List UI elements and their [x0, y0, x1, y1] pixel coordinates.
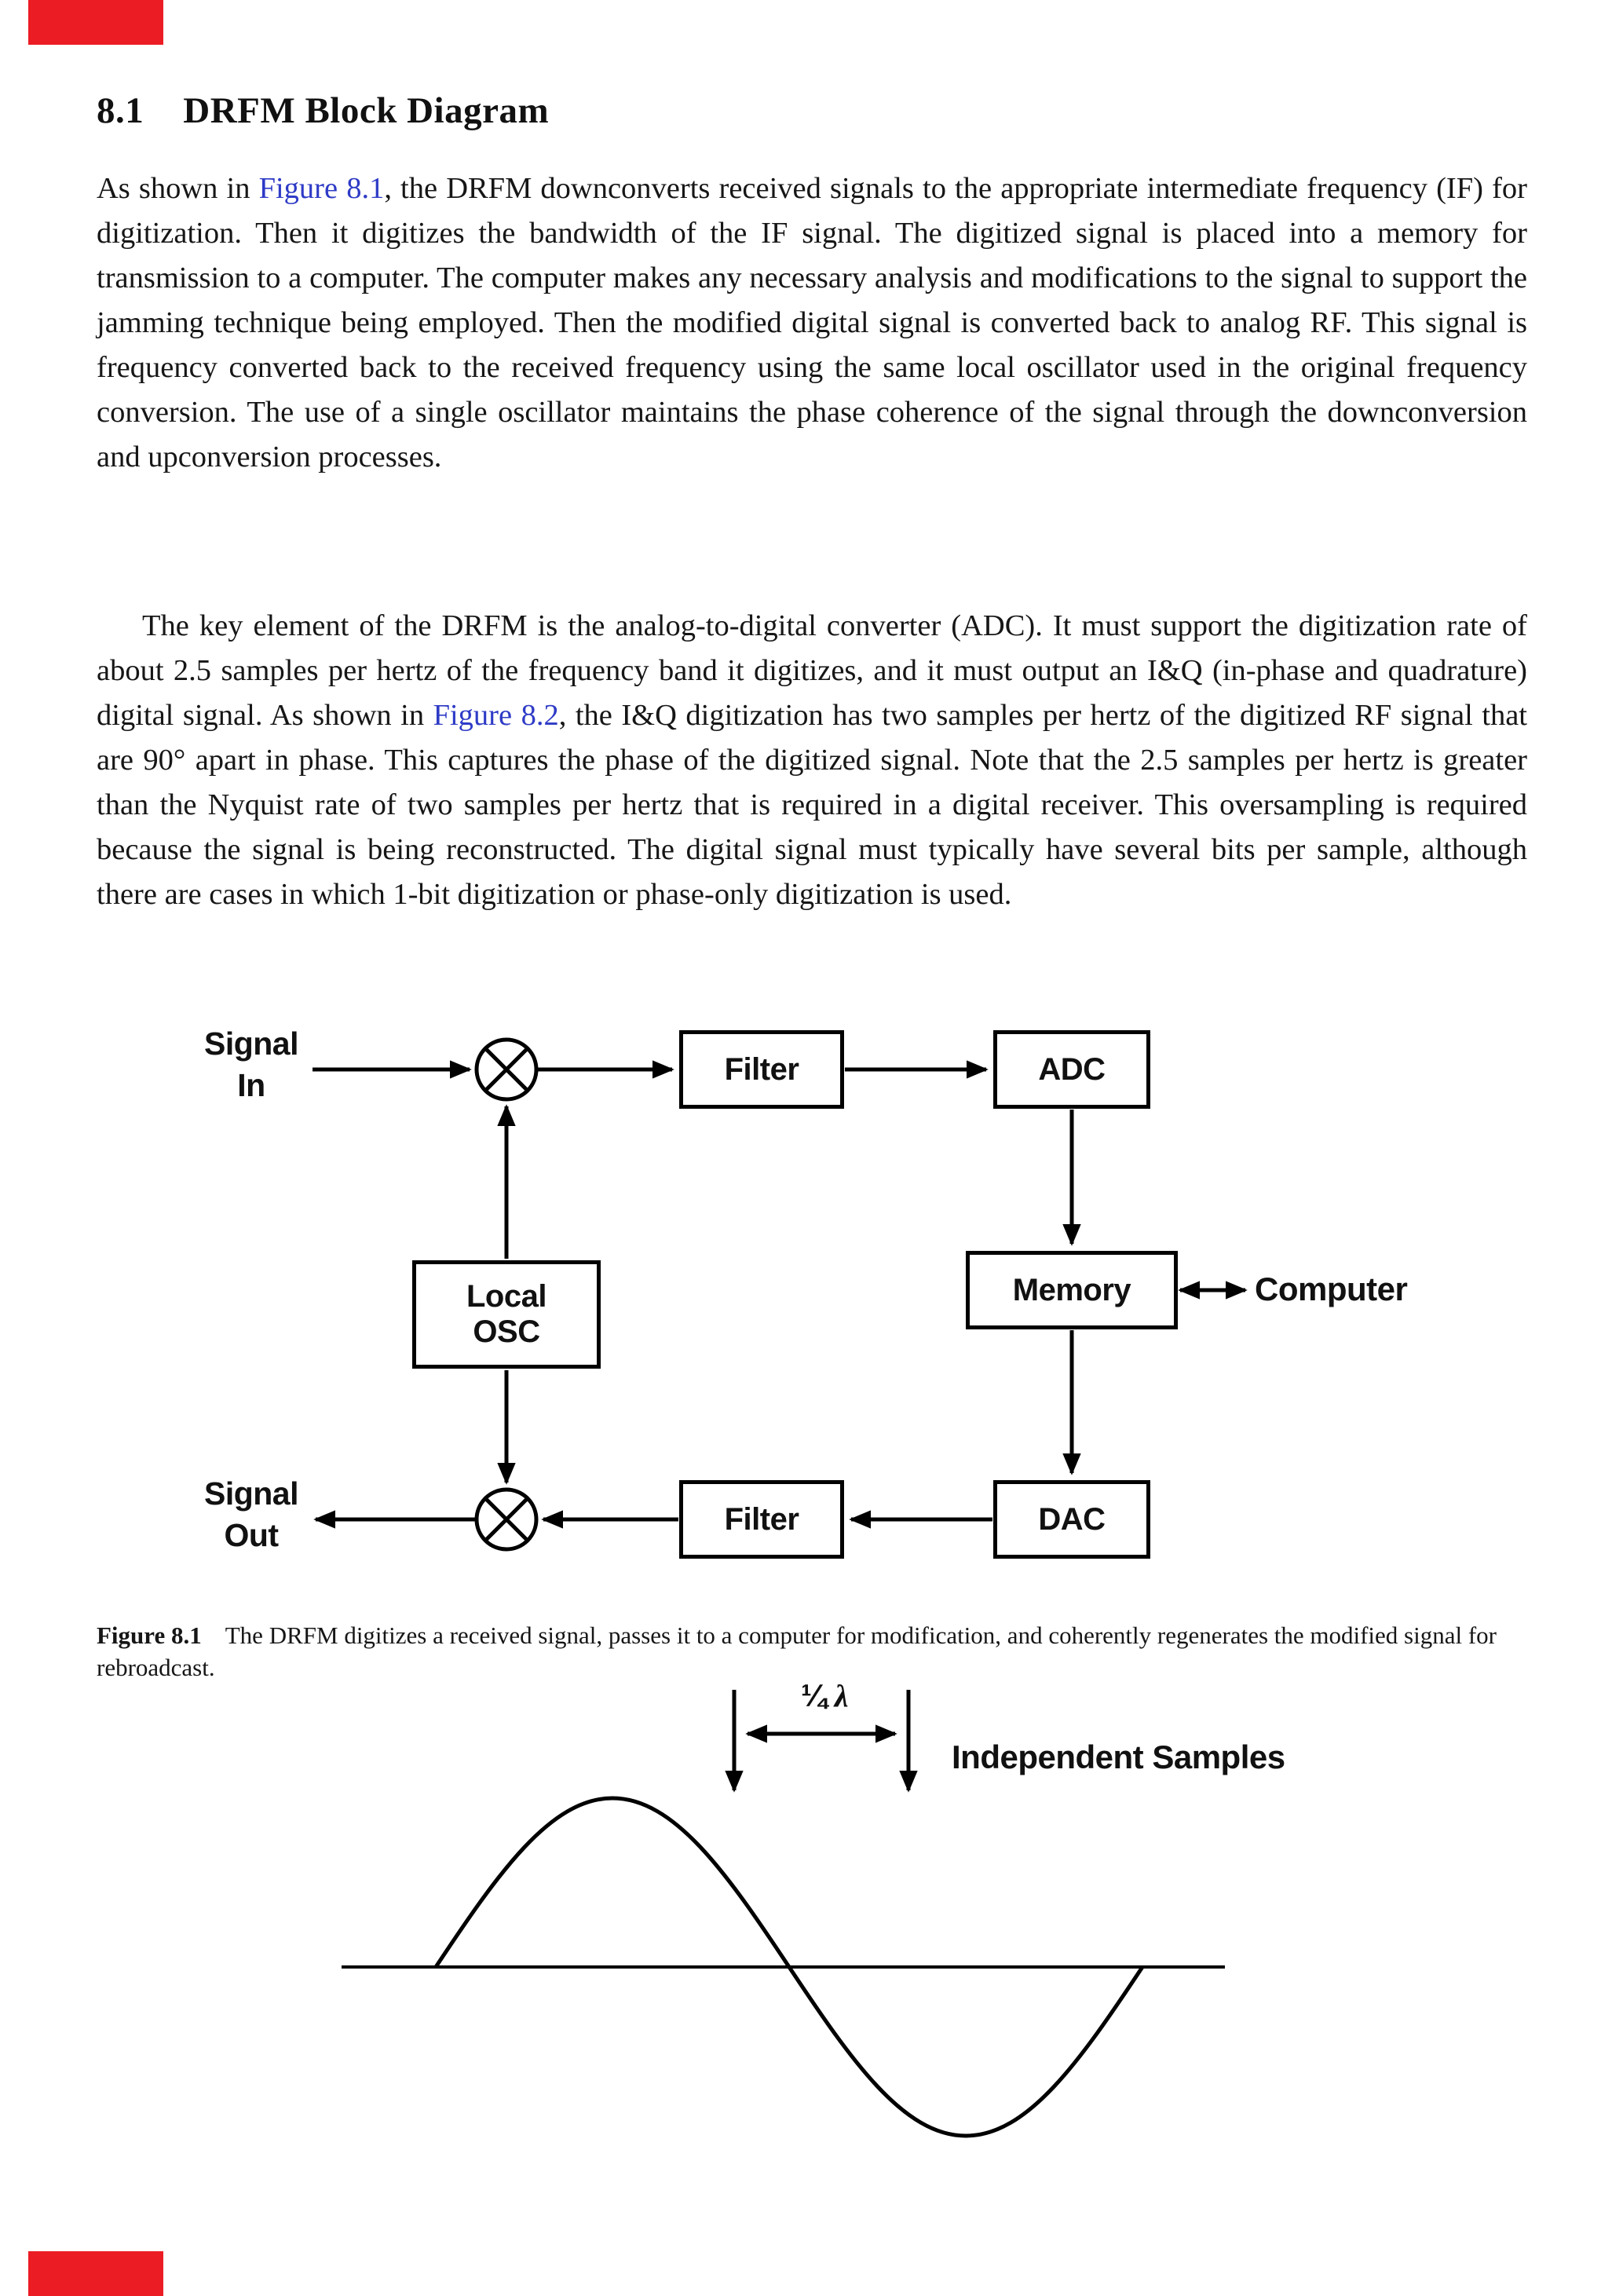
adc-label: ADC — [1038, 1051, 1106, 1087]
signal-out-line2: Out — [224, 1517, 279, 1553]
section-title: DRFM Block Diagram — [183, 90, 550, 131]
mixer-down-icon — [477, 1490, 536, 1549]
paragraph-1 — [97, 166, 1527, 480]
signal-out-line1: Signal — [203, 1475, 299, 1512]
independent-samples-label: Independent Samples — [952, 1738, 1285, 1775]
figure-8-1-caption — [97, 1619, 1527, 1684]
quarter-wavelength-label — [773, 1677, 875, 1714]
dac-label: DAC — [1038, 1501, 1106, 1537]
quarter-fraction: ¼ — [800, 1679, 827, 1713]
figure-8-1-link[interactable]: Figure 8.1 — [258, 172, 385, 205]
paragraph-2-text-cont: , the I&Q digitization has two samples per hertz of the digitized RF signal that are 90° apart in phase. This captures the phase of the digitized signal. Note that the 2.5 samples per hertz is greater than the Nyquist rate of two samples per hertz that is required in a digital receiver. This oversampling is required because the signal is being reconstructed. The digital signal must typically have several bits per sample, although there are cases in which 1-bit digitization or phase-only digitization is used. — [97, 699, 1527, 911]
memory-box — [966, 1251, 1178, 1329]
filter-bottom-label: Filter — [724, 1501, 799, 1537]
paragraph-1-text-cont: , the DRFM downconverts received signals to the appropriate intermediate frequency (IF) for digitization. Then it digitizes the bandwidth of the IF signal. The digitized signal is placed into a memory for transmission to a computer. The computer makes any necessary analysis and modifications to the signal to support the jamming technique being employed. Then the modified digital signal is converted back to analog RF. This signal is frequency converted back to the received frequency using the same local oscillator used in the original frequency conversion. The use of a single oscillator maintains the phase coherence of the signal through the downconversion and upconversion processes. — [97, 172, 1527, 473]
page-edge-marker-top — [28, 0, 163, 45]
local-osc-line2: OSC — [473, 1314, 540, 1349]
local-osc-line1: Local — [466, 1279, 546, 1314]
figure-8-1-caption-text: The DRFM digitizes a received signal, passes it to a computer for modification, and coherently regenerates the modified signal for rebroadcast. — [97, 1621, 1497, 1681]
mixer-down-cross-1 — [485, 1498, 528, 1541]
signal-in-line2: In — [237, 1067, 265, 1103]
computer-label: Computer — [1255, 1270, 1408, 1307]
filter-box-bottom — [679, 1480, 844, 1559]
sine-wave-curve — [436, 1798, 1142, 2136]
figure-8-1-caption-label: Figure 8.1 — [97, 1621, 202, 1649]
figure-8-2-link[interactable]: Figure 8.2 — [433, 699, 559, 732]
mixer-down-cross-2 — [485, 1498, 528, 1541]
local-osc-box — [412, 1260, 601, 1369]
page-edge-marker-bottom — [28, 2251, 163, 2296]
signal-out-label — [157, 1473, 345, 1556]
mixer-up-icon — [477, 1040, 536, 1099]
dac-box — [993, 1480, 1150, 1559]
lambda-symbol: λ — [834, 1678, 849, 1713]
signal-in-line1: Signal — [203, 1026, 299, 1062]
memory-label: Memory — [1012, 1272, 1131, 1307]
filter-top-label: Filter — [724, 1051, 799, 1087]
mixer-up-cross-1 — [485, 1048, 528, 1091]
adc-box — [993, 1030, 1150, 1109]
paragraph-2 — [97, 604, 1527, 917]
paragraph-1-text: As shown in — [97, 172, 259, 205]
section-number: 8.1 — [97, 90, 144, 131]
section-heading — [97, 90, 549, 132]
filter-box-top — [679, 1030, 844, 1109]
mixer-up-cross-2 — [485, 1048, 528, 1091]
paragraph-2-text: The key element of the DRFM is the analog-to-digital converter (ADC). It must support the digitization rate of about 2.5 samples per hertz of the frequency band it digitizes, and it must output an I&Q (in-phase and quadrature) digital signal. As shown in — [97, 609, 1527, 732]
signal-in-label — [157, 1023, 345, 1106]
